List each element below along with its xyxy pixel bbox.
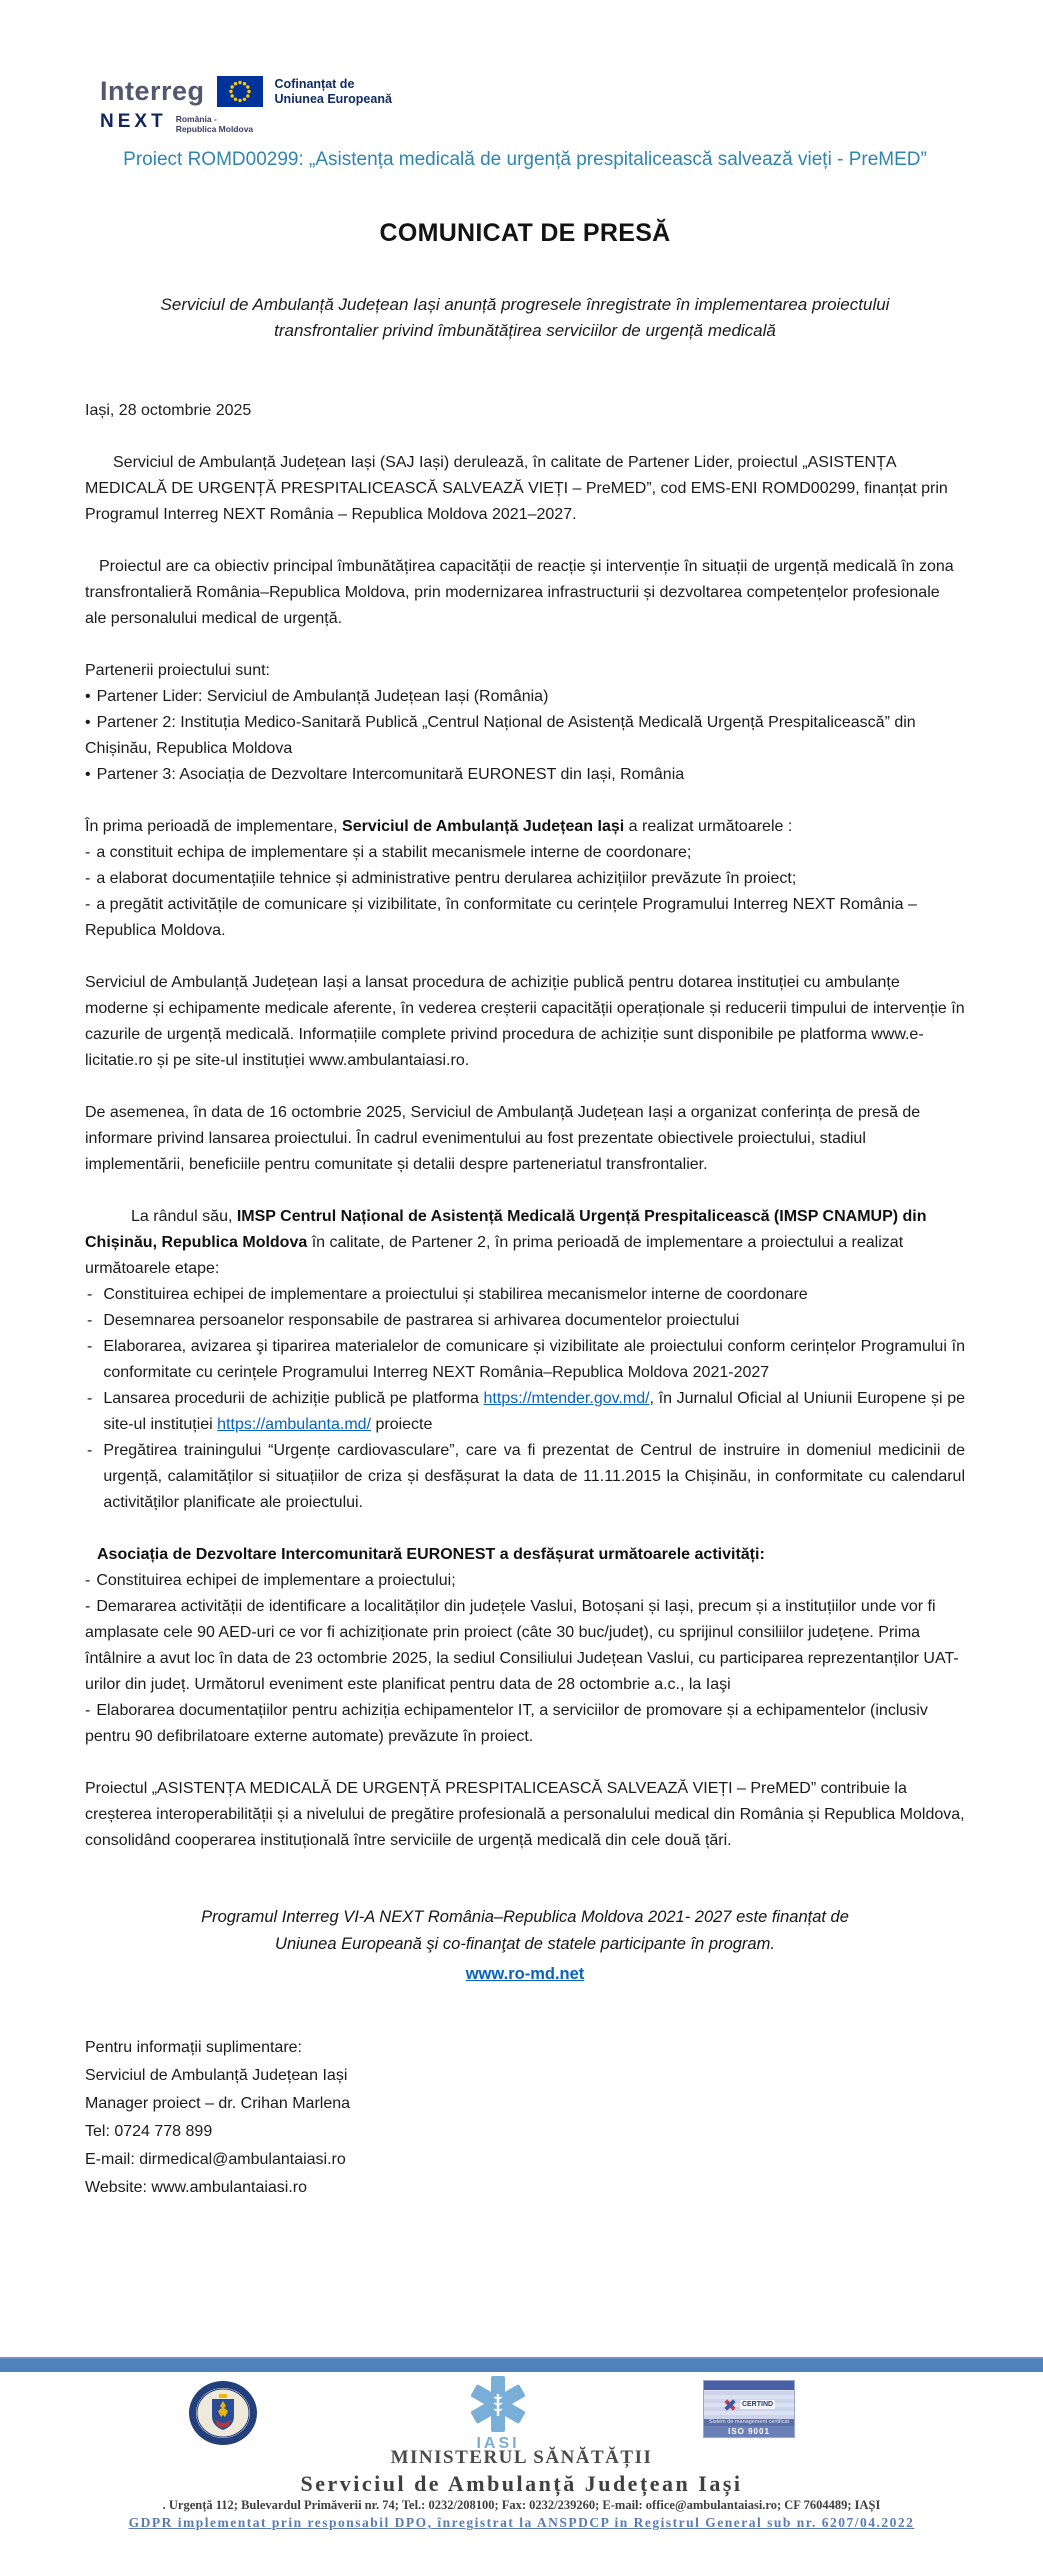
euronest-item: - Elaborarea documentațiilor pentru achiziția echipamentelor IT, a serviciilor de promovare și a echipamentelor (inclusiv pentru 90 defibrilatoare externe automate) prevăzute în proiect.: [85, 1698, 965, 1750]
certind-mark: CERTIND: [704, 2390, 794, 2419]
cnamup-item: - Lansarea procedurii de achiziție publică pe platforma https://mtender.gov.md/, în Jurnalul Oficial al Uniunii Europene și pe site-ul instituției https://ambulanta.md/ proiecte: [87, 1386, 965, 1438]
cnamup-item: - Pregătirea trainingului “Urgențe cardiovasculare”, care va fi prezentat de Centrul de instruire in domeniul medicinii de urgență, calamităților si situațiilor de criza și desfășurat la data de 11.11.2015 la Chișinău, in conformitate cu calendarul activităților planificate ale proiectului.: [87, 1438, 965, 1516]
contact-line: Serviciul de Ambulanță Județean Iași: [85, 2067, 348, 2084]
iso-9001-label: ISO 9001: [704, 2426, 794, 2437]
paragraph-procurement: Serviciul de Ambulanță Județean Iași a lansat procedura de achiziție publică pentru dotarea instituției cu ambulanțe moderne și echipamente medicale aferente, în vederea creșterii capacității operaționale și reducerii timpului de intervenție în cazurile de urgență medicală. Informațiile complete privind procedura de achiziție sunt disponibile pe platforma www.e-licitatie.ro și pe site-ul instituției www.ambulantaiasi.ro.: [85, 974, 965, 1069]
saj-item: - a constituit echipa de implementare și a stabilit mecanismele interne de coordonare;: [85, 840, 965, 866]
cnamup-activities-list: [85, 1282, 965, 1516]
saj-item: - a pregătit activitățile de comunicare și vizibilitate, în conformitate cu cerințele Programului Interreg NEXT România – Republica Moldova.: [85, 892, 965, 944]
euronest-item: - Demararea activității de identificare a localităților din județele Vaslui, Botoșani și Iași, precum și a instituțiilor unde vor fi amplasate cele 90 AED-uri ce vor fi achiziționate prin proiect (câte 30 buc/județ), cu sprijinul consiliilor județene. Prima întâlnire a avut loc în data de 23 octombrie 2025, la sediul Consiliului Județean Vaslui, cu participarea reprezentanților UAT-urilor din județ. Următorul eveniment este planificat pentru data de 28 octombrie a.c., la Iaşi: [85, 1594, 965, 1698]
partner-item: • Partener 3: Asociația de Dezvoltare Intercomunitară EURONEST din Iași, România: [85, 762, 965, 788]
program-funding-note: Programul Interreg VI-A NEXT România–Republica Moldova 2021- 2027 este finanțat de Uniunea Europeană şi co-finanţat de statele participante în program.: [201, 1908, 849, 1953]
cnamup-intro: La rândul său, IMSP Centrul Național de Asistență Medicală Urgență Prespitalicească (IMSP CNAMUP) din Chișinău, Republica Moldova în calitate, de Partener 2, în prima perioadă de implementare a proiectului a realizat următoarele etape:: [85, 1208, 927, 1277]
partner-item: • Partener Lider: Serviciul de Ambulanță Județean Iași (România): [85, 684, 965, 710]
contact-block: [85, 2034, 965, 2202]
footer-divider-bar: [0, 2357, 1043, 2372]
contact-line: E-mail: dirmedical@ambulantaiasi.ro: [85, 2151, 346, 2168]
ro-md-link[interactable]: www.ro-md.net: [465, 1965, 585, 1983]
next-wordmark: NEXT: [100, 111, 167, 132]
dash-icon: -: [85, 844, 91, 861]
saj-intro: În prima perioadă de implementare, Serviciul de Ambulanță Județean Iași a realizat următoarele :: [85, 818, 793, 835]
dash-icon: -: [87, 1442, 93, 1459]
saj-item: - a elaborat documentațiile tehnice și administrative pentru derularea achizițiilor prevăzute în proiect;: [85, 866, 965, 892]
ministry-seal-icon: [188, 2380, 258, 2451]
contact-line: Website: www.ambulantaiasi.ro: [85, 2179, 308, 2196]
bullet-icon: •: [85, 714, 91, 731]
partners-heading: Partenerii proiectului sunt:: [85, 662, 270, 679]
certificate-header-strip: [704, 2381, 794, 2390]
dash-icon: -: [85, 870, 91, 887]
paragraph-lead: Serviciul de Ambulanță Județean Iași (SAJ Iași) derulează, în calitate de Partener Lider, proiectul „ASISTENȚA MEDICALĂ DE URGENȚĂ PRESPITALICEASCĂ SALVEAZĂ VIEȚI – PreMED”, cod EMS-ENI ROMD00299, finanțat prin Programul Interreg NEXT România – Republica Moldova 2021–2027.: [85, 454, 948, 523]
eu-flag-icon: [217, 76, 263, 107]
subtitle: Serviciul de Ambulanță Județean Iași anunță progresele înregistrate în implementarea proiectului transfrontalier privind îmbunătățirea serviciilor de urgență medicală: [160, 295, 890, 340]
organization-address: . Urgență 112; Bulevardul Primăverii nr. 74; Tel.: 0232/208100; Fax: 0232/239260; E-mail: office@ambulantaiasi.ro; CF 7604489; IAȘI: [162, 2498, 881, 2512]
project-title-line: Proiect ROMD00299: „Asistența medicală de urgență prespitalicească salvează vieți - PreMED”: [123, 149, 927, 170]
euronest-item: - Constituirea echipei de implementare a proiectului;: [85, 1568, 965, 1594]
ambulanta-md-link[interactable]: https://ambulanta.md/: [217, 1416, 372, 1433]
contact-line: Tel: 0724 778 899: [85, 2123, 213, 2140]
eu-cofunded-label: Cofinanțat de Uniunea Europeană: [274, 77, 392, 106]
page-title: COMUNICAT DE PRESĂ: [379, 219, 671, 247]
bullet-icon: •: [85, 766, 91, 783]
cnamup-item: - Desemnarea persoanelor responsabile de pastrarea si arhivarea documentelor proiectului: [87, 1308, 965, 1334]
interreg-wordmark: Interreg: [100, 76, 205, 106]
partners-block: [85, 658, 965, 788]
program-area-label: România - Republica Moldova: [175, 114, 254, 134]
dateline: Iași, 28 octombrie 2025: [85, 402, 252, 419]
iso-certificate-badge: [703, 2380, 795, 2438]
paragraph-objective: Proiectul are ca obiectiv principal îmbunătățirea capacității de reacție și intervenție în situații de urgență medicală în zona transfrontalieră România–Republica Moldova, prin modernizarea infrastructurii și dezvoltarea competențelor profesionale ale personalului medical de urgență.: [85, 558, 954, 627]
organization-title: Serviciul de Ambulanță Județean Iași: [300, 2471, 743, 2496]
star-of-life-icon: [448, 2374, 548, 2459]
gdpr-link[interactable]: GDPR implementat prin responsabil DPO, înregistrat la ANSPDCP in Registrul General sub nr. 6207/04.2022: [128, 2515, 915, 2530]
paragraph-conference: De asemenea, în data de 16 octombrie 2025, Serviciul de Ambulanță Județean Iași a organizat conferința de presă de informare privind lansarea proiectului. În cadrul evenimentului au fost prezentate obiectivele proiectului, stadiul implementării, beneficiile pentru comunitate și detalii despre parteneriatul transfrontalier.: [85, 1104, 921, 1173]
interreg-next-logo: [100, 76, 440, 134]
dash-icon: -: [85, 1598, 91, 1615]
contact-line: Manager proiect – dr. Crihan Marlena: [85, 2095, 351, 2112]
contact-line: Pentru informații suplimentare:: [85, 2039, 302, 2056]
dash-icon: -: [85, 1702, 91, 1719]
cnamup-item: - Constituirea echipei de implementare a proiectului și stabilirea mecanismelor interne de coordonare: [87, 1282, 965, 1308]
star-logo-city-label: IASI: [476, 2435, 520, 2452]
dash-icon: -: [87, 1312, 93, 1329]
mtender-link[interactable]: https://mtender.gov.md/: [483, 1390, 650, 1407]
dash-icon: -: [85, 1572, 91, 1589]
cnamup-item: - Elaborarea, avizarea şi tiparirea materialelor de comunicare și vizibilitate ale proiectului conform cerințelor Programului în conformitate cu cerințele Programului Interreg NEXT România–Republica Moldova 2021-2027: [87, 1334, 965, 1386]
footer: [0, 2372, 1043, 2558]
dash-icon: -: [87, 1338, 93, 1355]
bullet-icon: •: [85, 688, 91, 705]
ministry-title: MINISTERUL SĂNĂTĂȚII: [390, 2447, 653, 2468]
paragraph-closing: Proiectul „ASISTENȚA MEDICALĂ DE URGENȚĂ PRESPITALICEASCĂ SALVEAZĂ VIEȚI – PreMED” contribuie la creșterea interoperabilității și a nivelului de pregătire profesională a personalului medical din România și Republica Moldova, consolidând cooperarea instituțională între serviciile de urgență medicală din cele două țări.: [85, 1780, 965, 1849]
dash-icon: -: [87, 1286, 93, 1303]
euronest-heading: Asociația de Dezvoltare Intercomunitară EURONEST a desfășurat următoarele activități:: [97, 1546, 765, 1563]
certind-x-icon: [723, 2398, 737, 2412]
certificate-band-label: Sistem de management certificat: [704, 2419, 794, 2426]
saj-activities-block: [85, 814, 965, 944]
dash-icon: -: [87, 1390, 93, 1407]
dash-icon: -: [85, 896, 91, 913]
partner-item: • Partener 2: Instituția Medico-Sanitară Publică „Centrul Național de Asistență Medicală Urgență Prespitalicească” din Chișinău, Republica Moldova: [85, 710, 965, 762]
